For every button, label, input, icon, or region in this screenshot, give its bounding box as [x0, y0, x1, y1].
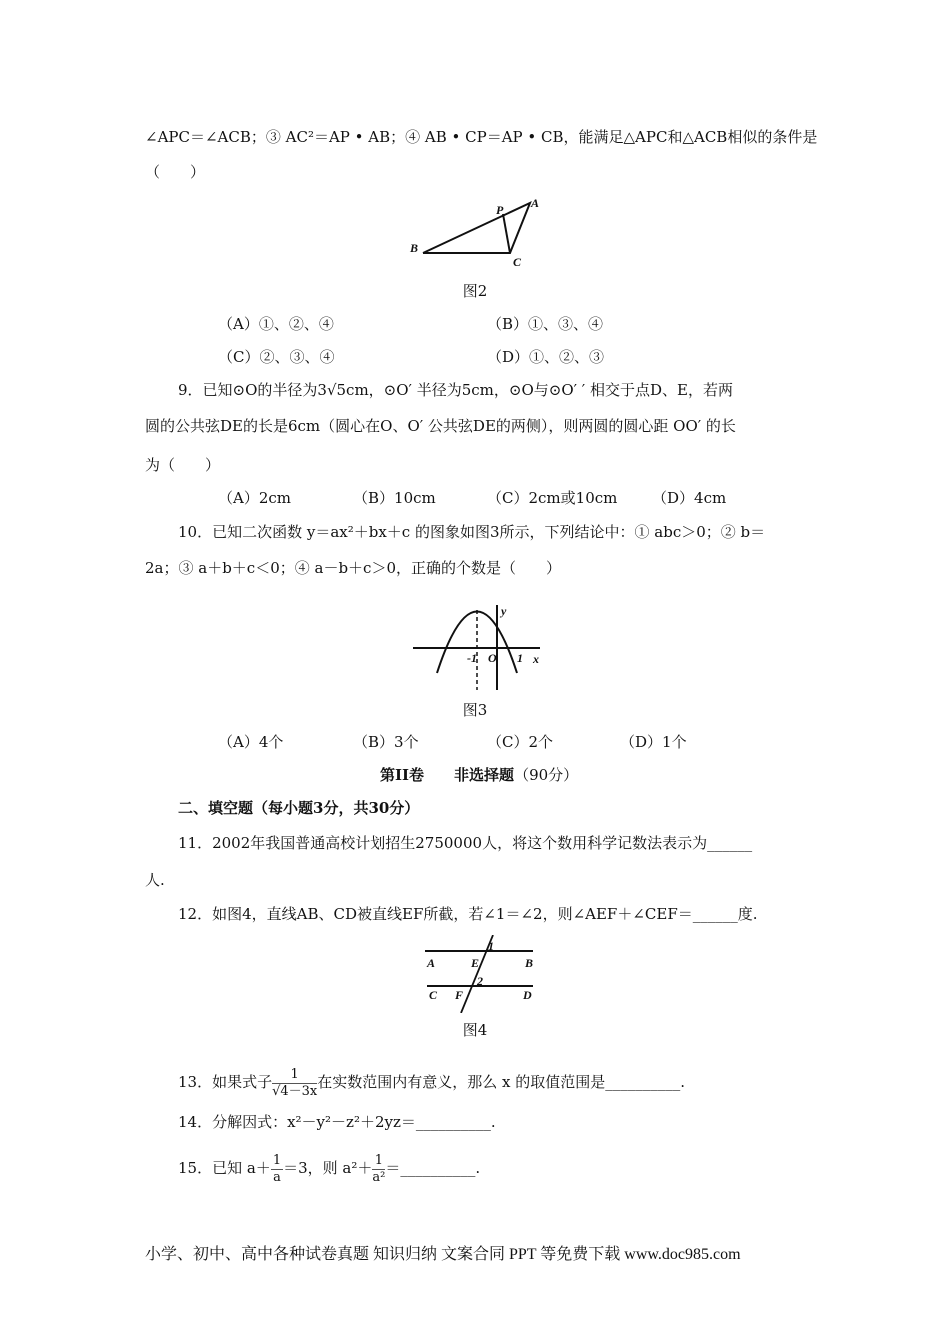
q15-fraction-1 — [271, 1153, 283, 1186]
label-C: C — [513, 255, 522, 269]
label-B: B — [525, 956, 534, 970]
figure-4-parallel-lines — [415, 935, 540, 1013]
label-P: P — [496, 203, 504, 217]
section2-heading: 二、填空题（每小题3分，共30分） — [178, 799, 420, 817]
figure-2-triangle — [405, 190, 545, 270]
q10-line1: 10．已知二次函数 y＝ax²＋bx＋c 的图象如图3所示，下列结论中：① abc＞0；② b＝ — [178, 523, 766, 541]
q15-fraction-2 — [372, 1153, 385, 1186]
q10-option-c: （C）2个 — [487, 733, 554, 751]
q12-text: 12．如图4，直线AB、CD被直线EF所截，若∠1＝∠2，则∠AEF＋∠CEF＝______度. — [178, 905, 758, 923]
label-A: A — [531, 196, 540, 210]
q8-line1: ∠APC＝∠ACB；③ AC²＝AP • AB；④ AB • CP＝AP • CB，能满足△APC和△ACB相似的条件是 — [145, 128, 818, 146]
footer-text: 小学、初中、高中各种试卷真题 知识归纳 文案合同 PPT 等免费下载 www.doc985.com — [145, 1246, 741, 1263]
q9-line1: 9．已知⊙O的半径为3√5cm，⊙O′ 半径为5cm，⊙O与⊙O′ ′ 相交于点D、E，若两 — [178, 381, 733, 399]
q9-option-c: （C）2cm或10cm — [487, 489, 618, 507]
part2-title: 第II卷 — [380, 766, 425, 784]
q10-option-a: （A）4个 — [218, 733, 284, 751]
label-B: B — [410, 241, 419, 255]
label-F: F — [455, 988, 464, 1002]
part2-score: （90分） — [514, 766, 579, 784]
q9-line3: 为（ ） — [145, 456, 221, 474]
q15-denominator-2: a² — [372, 1169, 386, 1185]
label-x: x — [533, 652, 539, 666]
part2-heading — [380, 765, 578, 785]
q15-suffix: ＝__________. — [385, 1159, 481, 1177]
figure-4-caption: 图4 — [462, 1021, 488, 1039]
q13-fraction — [272, 1067, 317, 1100]
q9-option-a: （A）2cm — [218, 489, 292, 507]
figure-3-parabola — [405, 605, 550, 695]
q15 — [178, 1148, 480, 1188]
q11-line2: 人. — [145, 871, 165, 889]
label-C: C — [429, 988, 438, 1002]
label-E: E — [471, 956, 480, 970]
label-1: 1 — [517, 651, 523, 665]
figure-3-caption: 图3 — [462, 701, 488, 719]
q13-denominator: √4－3x — [272, 1083, 318, 1099]
q10-option-d: （D）1个 — [620, 733, 687, 751]
q10-line2: 2a；③ a＋b＋c＜0；④ a－b＋c＞0，正确的个数是（ ） — [145, 559, 562, 577]
label-A: A — [427, 956, 436, 970]
q9-option-d: （D）4cm — [652, 489, 727, 507]
q13-suffix: 在实数范围内有意义，那么 x 的取值范围是__________. — [317, 1073, 686, 1091]
q10-option-b: （B）3个 — [353, 733, 419, 751]
label-angle2: 2 — [477, 974, 483, 988]
label-D: D — [523, 988, 532, 1002]
q13-numerator: 1 — [272, 1067, 317, 1084]
q14-text: 14．分解因式：x²－y²－z²＋2yz＝__________. — [178, 1113, 496, 1131]
q15-mid: ＝3，则 a²＋ — [283, 1159, 373, 1177]
q15-denominator-1: a — [273, 1169, 281, 1185]
part2-subtitle: 非选择题 — [454, 766, 515, 784]
q13-prefix: 13．如果式子 — [178, 1073, 273, 1091]
q11-line1: 11．2002年我国普通高校计划招生2750000人，将这个数用科学记数法表示为______ — [178, 834, 753, 852]
label-origin: O — [488, 651, 497, 665]
q9-option-b: （B）10cm — [353, 489, 436, 507]
q15-numerator-1: 1 — [272, 1152, 282, 1168]
label-angle1: 1 — [488, 939, 494, 953]
q8-option-b: （B）①、③、④ — [487, 315, 604, 333]
q8-option-c: （C）②、③、④ — [218, 348, 335, 366]
label-y: y — [501, 605, 507, 618]
q8-option-a: （A）①、②、④ — [218, 315, 334, 333]
q8-option-d: （D）①、②、③ — [487, 348, 605, 366]
label-neg1: -1 — [467, 651, 477, 665]
q8-answer-blank: （ ） — [145, 163, 206, 181]
q15-numerator-2: 1 — [372, 1153, 385, 1170]
figure-2-caption: 图2 — [462, 282, 488, 300]
q15-prefix: 15．已知 a＋ — [178, 1159, 271, 1177]
q9-line2: 圆的公共弦DE的长是6cm（圆心在O、O′ 公共弦DE的两侧），则两圆的圆心距 OO′ 的长 — [145, 417, 736, 435]
q13 — [178, 1062, 685, 1102]
